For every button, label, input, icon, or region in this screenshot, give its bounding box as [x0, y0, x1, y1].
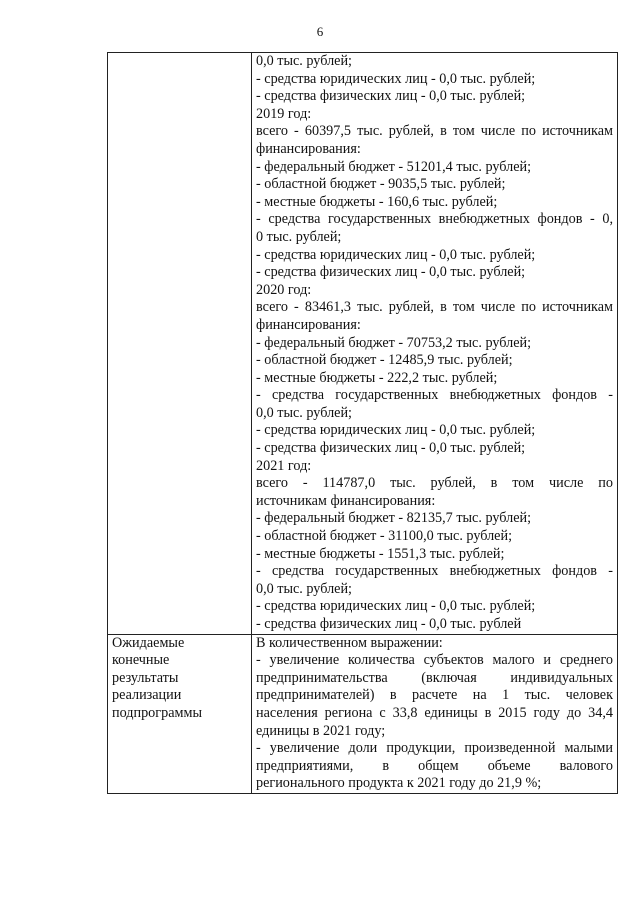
- text-line: предпринимательства (включая индивидуальных: [256, 669, 613, 686]
- text-line: 0,0 тыс. рублей;: [256, 404, 352, 421]
- year-heading: 2020 год:: [256, 281, 312, 298]
- financing-label-cell: [108, 53, 252, 635]
- text-line: предпринимателей) в расчете на 1 тыс. человек: [256, 687, 613, 704]
- text-line: финансирования:: [256, 316, 361, 333]
- text-line: - средства юридических лиц - 0,0 тыс. рублей;: [256, 422, 536, 439]
- financing-content-cell: [252, 53, 618, 635]
- text-line: - увеличение доли продукции, произведенной малыми: [256, 740, 613, 757]
- text-line: - средства физических лиц - 0,0 тыс. рублей;: [256, 264, 526, 281]
- text-line: - средства физических лиц - 0,0 тыс. рублей: [256, 616, 522, 632]
- text-line: всего - 114787,0 тыс. рублей, в том числе по: [256, 475, 613, 492]
- financing-row: [108, 53, 618, 635]
- text-line: всего - 83461,3 тыс. рублей, в том числе по источникам: [256, 299, 613, 316]
- text-line: 0,0 тыс. рублей;: [256, 53, 352, 69]
- text-line: - федеральный бюджет - 70753,2 тыс. рублей;: [256, 334, 532, 351]
- text-line: единицы в 2021 году;: [256, 722, 386, 739]
- passport-table: [107, 52, 618, 794]
- year-heading: 2019 год:: [256, 105, 312, 122]
- text-line: - средства юридических лиц - 0,0 тыс. рублей;: [256, 70, 536, 87]
- text-line: В количественном выражении:: [256, 634, 443, 651]
- year-heading: 2021 год:: [256, 457, 312, 474]
- text-line: - областной бюджет - 31100,0 тыс. рублей;: [256, 528, 513, 545]
- page-number: 6: [316, 24, 324, 39]
- text-line: регионального продукта к 2021 году до 21,9 %;: [256, 775, 542, 792]
- text-line: - местные бюджеты - 160,6 тыс. рублей;: [256, 193, 498, 210]
- text-line: финансирования:: [256, 140, 361, 157]
- row-label-line: Ожидаемые: [112, 634, 185, 651]
- results-label-cell: [108, 634, 252, 793]
- row-label-line: подпрограммы: [112, 704, 202, 721]
- results-row: [108, 634, 618, 793]
- text-line: - средства физических лиц - 0,0 тыс. рублей;: [256, 88, 526, 105]
- text-line: 0 тыс. рублей;: [256, 228, 342, 245]
- row-label-line: конечные: [112, 652, 170, 669]
- text-line: населения региона с 33,8 единицы в 2015 году до 34,4: [256, 704, 613, 721]
- row-label-line: реализации: [112, 687, 182, 704]
- text-line: - федеральный бюджет - 51201,4 тыс. рублей;: [256, 158, 532, 175]
- text-line: 0,0 тыс. рублей;: [256, 580, 352, 597]
- text-line: предприятиями, в общем объеме валового: [256, 757, 613, 774]
- text-line: - средства государственных внебюджетных фондов - 0,: [256, 211, 613, 228]
- text-line: - средства государственных внебюджетных фондов -: [256, 387, 613, 404]
- text-line: - областной бюджет - 12485,9 тыс. рублей;: [256, 352, 513, 369]
- text-line: - увеличение количества субъектов малого и среднего: [256, 652, 613, 669]
- text-line: - местные бюджеты - 1551,3 тыс. рублей;: [256, 545, 505, 562]
- text-line: - средства государственных внебюджетных фондов -: [256, 563, 613, 580]
- text-line: - федеральный бюджет - 82135,7 тыс. рублей;: [256, 510, 532, 527]
- text-line: источникам финансирования:: [256, 492, 436, 509]
- text-line: - средства юридических лиц - 0,0 тыс. рублей;: [256, 598, 536, 615]
- results-content-cell: [252, 634, 618, 793]
- text-line: - средства физических лиц - 0,0 тыс. рублей;: [256, 440, 526, 457]
- row-label-line: результаты: [112, 669, 179, 686]
- text-line: - местные бюджеты - 222,2 тыс. рублей;: [256, 369, 498, 386]
- text-line: - средства юридических лиц - 0,0 тыс. рублей;: [256, 246, 536, 263]
- text-line: всего - 60397,5 тыс. рублей, в том числе по источникам: [256, 123, 613, 140]
- text-line: - областной бюджет - 9035,5 тыс. рублей;: [256, 176, 506, 193]
